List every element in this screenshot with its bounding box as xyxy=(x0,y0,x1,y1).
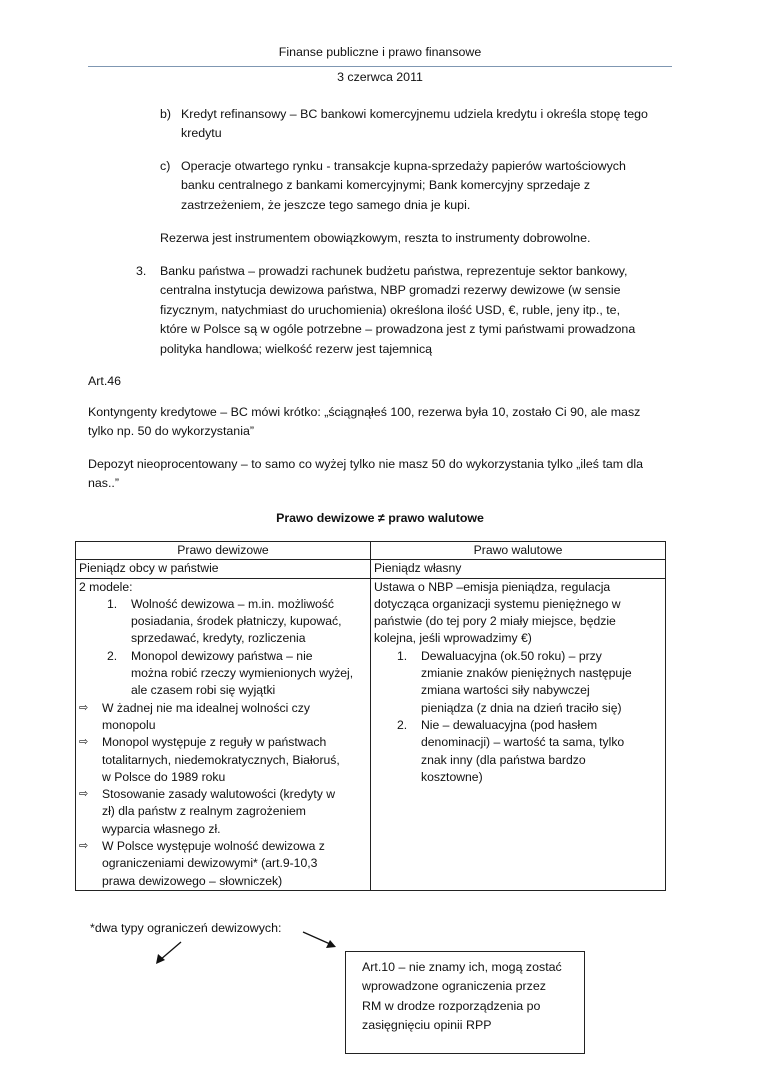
note-box xyxy=(345,951,585,1054)
text-line: sprzedawać, kredyty, rozliczenia xyxy=(131,631,306,646)
text-line: pieniądza (z dnia na dzień traciło się) xyxy=(421,700,622,715)
text-line: zastrzeżeniem, że jeszcze tego samego dnia je kupi. xyxy=(181,197,471,212)
article-label: Art.46 xyxy=(88,374,122,388)
text-line: w Polsce do 1989 roku xyxy=(102,769,226,784)
text-line: RM w drodze rozporządzenia po xyxy=(362,998,541,1013)
arrow-bullet-icon: ⇨ xyxy=(79,788,89,801)
text-line: fizycznym, natychmiast do uruchomienia) określona ilość USD, €, ruble, jeny itp., te, xyxy=(160,302,621,317)
cell-intro: 2 modele: xyxy=(79,579,133,594)
paragraph-rezerwa: Rezerwa jest instrumentem obowiązkowym, reszta to instrumenty dobrowolne. xyxy=(160,231,591,245)
text-line: W żadnej nie ma idealnej wolności czy xyxy=(102,700,310,715)
text-line: monopolu xyxy=(102,717,156,732)
text-line: Stosowanie zasady walutowości (kredyty w xyxy=(102,787,336,802)
text-line: wyparcia własnego zł. xyxy=(102,821,221,836)
text-line: totalitarnych, niedemokratycznych, Białoruś, xyxy=(102,752,340,767)
text-line: Nie – dewaluacyjna (pod hasłem xyxy=(421,717,598,732)
arrow-bullet-icon: ⇨ xyxy=(79,701,89,714)
text-line: Monopol dewizowy państwa – nie xyxy=(131,648,313,663)
footnote: *dwa typy ograniczeń dewizowych: xyxy=(90,921,282,935)
text-line: zmianie znaków pieniężnych następuje xyxy=(421,666,632,681)
text-line: Kredyt refinansowy – BC bankowi komercyjnemu udziela kredytu i określa stopę tego xyxy=(181,107,648,121)
list-marker: c) xyxy=(160,159,171,173)
text-line: centralna instytucja dewizowa państwa, NBP gromadzi rezerwy dewizowe (w sensie xyxy=(160,283,621,298)
list-number: 1. xyxy=(397,648,408,663)
text-line: kosztowne) xyxy=(421,769,483,784)
text-line: Kontyngenty kredytowe – BC mówi krótko: „ściągnąłeś 100, rezerwa była 10, zostało Ci 90, ale masz xyxy=(88,405,641,419)
text-line: Ustawa o NBP –emisja pieniądza, regulacja xyxy=(374,579,611,594)
text-line: Dewaluacyjna (ok.50 roku) – przy xyxy=(421,648,602,663)
table-cell: Pieniądz obcy w państwie xyxy=(76,560,371,578)
list-marker: b) xyxy=(160,107,172,121)
text-line: tylko np. 50 do wykorzystania” xyxy=(88,424,254,439)
text-line: denominacji) – wartość ta sama, tylko xyxy=(421,735,625,750)
text-line: zasięgnięciu opinii RPP xyxy=(362,1018,492,1033)
note-box-text xyxy=(362,958,584,1036)
text-line: polityka handlowa; wielkość rezerw jest tajemnicą xyxy=(160,341,433,356)
list-number: 2. xyxy=(107,648,118,663)
text-line: Wolność dewizowa – m.in. możliwość xyxy=(131,596,334,611)
text-line: W Polsce występuje wolność dewizowa z xyxy=(102,839,325,854)
text-line: wprowadzone ograniczenia przez xyxy=(362,979,546,994)
text-line: banku centralnego z bankami komercyjnymi; Bank komercyjny sprzedaje z xyxy=(181,178,591,193)
table-title: Prawo dewizowe ≠ prawo walutowe xyxy=(276,511,484,525)
text-line: ograniczeniami dewizowymi* (art.9-10,3 xyxy=(102,856,318,871)
text-line: Depozyt nieoprocentowany – to samo co wyżej tylko nie masz 50 do wykorzystania tylko „ileś tam dla xyxy=(88,457,644,471)
text-line: państwie (do tej pory 2 miały miejsce, będzie xyxy=(374,614,616,629)
text-line: kolejna, jeśli wprowadzimy €) xyxy=(374,631,532,646)
text-line: można robić rzeczy wymienionych wyżej, xyxy=(131,666,354,681)
text-line: prawa dewizowego – słowniczek) xyxy=(102,873,283,888)
text-line: dotycząca organizacji systemu pieniężnego w xyxy=(374,596,621,611)
arrow-left-icon xyxy=(156,942,181,964)
text-line: kredytu xyxy=(181,126,222,141)
text-line: nas..” xyxy=(88,476,119,491)
header-title: Finanse publiczne i prawo finansowe xyxy=(278,45,482,59)
text-line: Banku państwa – prowadzi rachunek budżetu państwa, reprezentuje sektor bankowy, xyxy=(160,264,628,278)
list-number: 2. xyxy=(397,717,408,732)
text-line: które w Polsce są w ogóle potrzebne – prowadzona jest z tymi państwami prowadzona xyxy=(160,322,636,337)
text-line: zmiana wartości siły nabywczej xyxy=(421,683,590,698)
header-date: 3 czerwca 2011 xyxy=(337,70,423,84)
arrow-right-icon xyxy=(303,932,336,948)
text-line: Monopol występuje z reguły w państwach xyxy=(102,735,327,750)
arrow-bullet-icon: ⇨ xyxy=(79,736,89,749)
text-line: zł) dla państw z realnym zagrożeniem xyxy=(102,804,306,819)
text-line: ale czasem robi się wyjątki xyxy=(131,683,276,698)
table-cell: Pieniądz własny xyxy=(371,560,666,578)
list-number: 1. xyxy=(107,596,118,611)
table-header-cell: Prawo walutowe xyxy=(371,542,666,560)
arrow-bullet-icon: ⇨ xyxy=(79,840,89,853)
text-line: posiadania, środek płatniczy, kupować, xyxy=(131,614,342,629)
list-marker: 3. xyxy=(136,264,147,278)
text-line: Art.10 – nie znamy ich, mogą zostać xyxy=(362,960,562,974)
text-line: Operacje otwartego rynku - transakcje kupna-sprzedaży papierów wartościowych xyxy=(181,159,626,173)
text-line: znak inny (dla państwa bardzo xyxy=(421,752,586,767)
table-header-cell: Prawo dewizowe xyxy=(76,542,371,560)
